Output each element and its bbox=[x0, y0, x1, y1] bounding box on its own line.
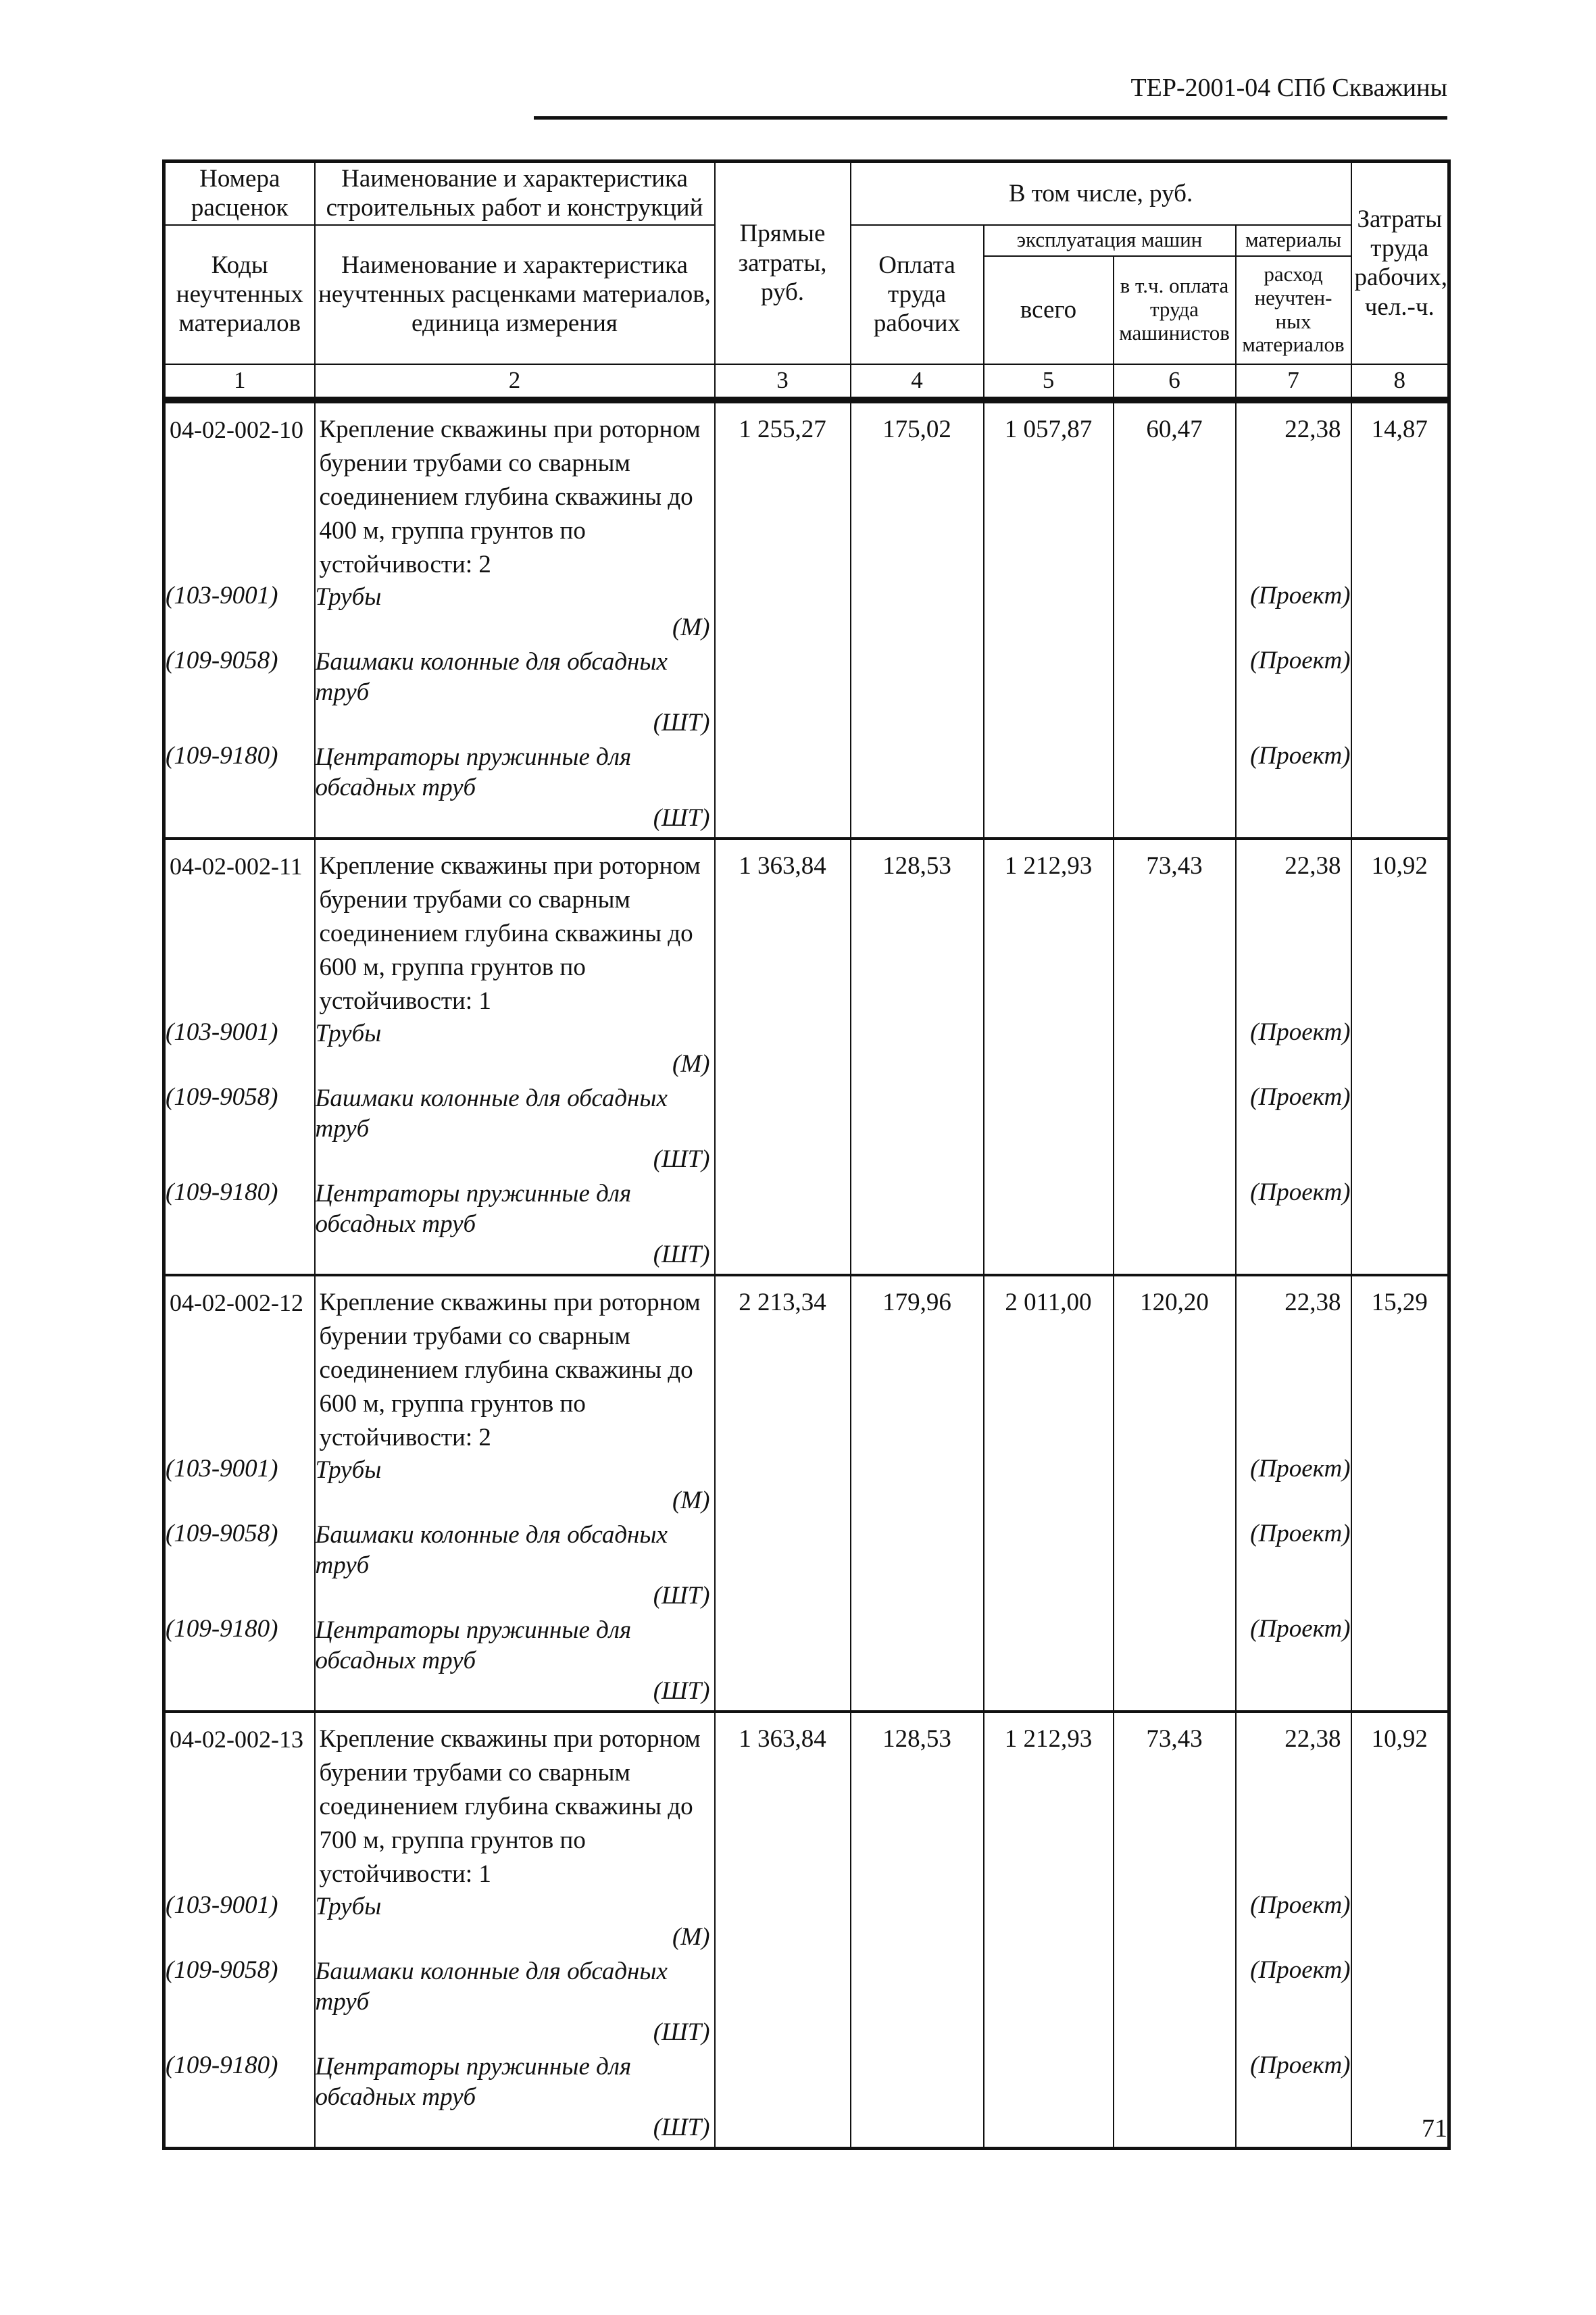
material-row bbox=[164, 1520, 1449, 1615]
col-number: 8 bbox=[1351, 364, 1449, 398]
material-cell bbox=[315, 742, 715, 839]
material-unit: (ШТ) bbox=[653, 1582, 710, 1610]
direct-costs: 2 213,34 bbox=[715, 1275, 851, 1455]
rates-table bbox=[162, 400, 1451, 2150]
material-unit: (ШТ) bbox=[653, 2018, 710, 2046]
material-name: Центраторы пружинные для обсадных труб bbox=[315, 1180, 632, 1238]
material-project: (Проект) bbox=[1236, 1520, 1351, 1615]
material-project: (Проект) bbox=[1236, 1891, 1351, 1956]
document-title: ТЕР-2001-04 СПб Скважины bbox=[1130, 74, 1447, 102]
material-unit: (ШТ) bbox=[653, 1241, 710, 1268]
material-name: Трубы bbox=[315, 583, 382, 611]
material-project: (Проект) bbox=[1236, 647, 1351, 742]
material-row bbox=[164, 1956, 1449, 2051]
machinists-pay: 120,20 bbox=[1114, 1275, 1236, 1455]
labor-pay: 128,53 bbox=[851, 839, 984, 1018]
material-project: (Проект) bbox=[1236, 1956, 1351, 2051]
material-code: (109-9058) bbox=[164, 1083, 315, 1178]
material-unit: (М) bbox=[672, 614, 710, 641]
rate-code: 04-02-002-12 bbox=[164, 1275, 315, 1455]
header-material-name: Наименование и характеристика неучтенных расценками материалов, единица измерения bbox=[315, 225, 715, 364]
rate-title: Крепление скважины при роторном бурении трубами со сварным соединением глубина скважины до 600 м, группа грунтов по устойчивости: 1 bbox=[315, 839, 715, 1018]
header-materials: материалы bbox=[1236, 225, 1351, 256]
machinists-pay: 73,43 bbox=[1114, 839, 1236, 1018]
material-row bbox=[164, 1891, 1449, 1956]
material-unit: (ШТ) bbox=[653, 1145, 710, 1173]
materials-cost: 22,38 bbox=[1236, 1712, 1351, 1891]
labor-pay: 179,96 bbox=[851, 1275, 984, 1455]
header-labor-pay: Оплата труда рабочих bbox=[851, 225, 984, 364]
material-row bbox=[164, 647, 1449, 742]
material-code: (103-9001) bbox=[164, 1018, 315, 1083]
material-code: (109-9058) bbox=[164, 647, 315, 742]
material-code: (109-9180) bbox=[164, 2051, 315, 2149]
header-machines: эксплуатация машин bbox=[984, 225, 1236, 256]
material-code: (109-9180) bbox=[164, 742, 315, 839]
rate-code: 04-02-002-10 bbox=[164, 402, 315, 582]
material-unit: (М) bbox=[672, 1487, 710, 1514]
col-number: 5 bbox=[984, 364, 1114, 398]
col-number: 3 bbox=[715, 364, 851, 398]
table-row bbox=[164, 1275, 1449, 1455]
machines-total: 2 011,00 bbox=[984, 1275, 1114, 1455]
material-cell bbox=[315, 1083, 715, 1178]
labor-hours: 14,87 bbox=[1351, 402, 1449, 582]
material-code: (109-9180) bbox=[164, 1178, 315, 1275]
material-unit: (М) bbox=[672, 1923, 710, 1951]
material-cell bbox=[315, 647, 715, 742]
material-code: (109-9180) bbox=[164, 1615, 315, 1712]
material-code: (109-9058) bbox=[164, 1956, 315, 2051]
machines-total: 1 212,93 bbox=[984, 839, 1114, 1018]
material-cell bbox=[315, 1956, 715, 2051]
material-cell bbox=[315, 1520, 715, 1615]
material-name: Трубы bbox=[315, 1020, 382, 1047]
header-material-codes: Коды неучтенных материалов bbox=[164, 225, 315, 364]
labor-pay: 128,53 bbox=[851, 1712, 984, 1891]
table-row bbox=[164, 402, 1449, 582]
material-project: (Проект) bbox=[1236, 1018, 1351, 1083]
material-project: (Проект) bbox=[1236, 582, 1351, 647]
labor-pay: 175,02 bbox=[851, 402, 984, 582]
material-unit: (ШТ) bbox=[653, 1677, 710, 1705]
material-project: (Проект) bbox=[1236, 1083, 1351, 1178]
col-number: 4 bbox=[851, 364, 984, 398]
material-name: Центраторы пружинные для обсадных труб bbox=[315, 743, 632, 801]
material-code: (103-9001) bbox=[164, 582, 315, 647]
col-number: 2 bbox=[315, 364, 715, 398]
header-rate-numbers: Номера расценок bbox=[164, 161, 315, 225]
material-name: Трубы bbox=[315, 1893, 382, 1920]
labor-hours: 10,92 bbox=[1351, 1712, 1449, 1891]
header-including: В том числе, руб. bbox=[851, 161, 1351, 225]
header-materials-consumption: расход неучтен-ных материалов bbox=[1236, 256, 1351, 364]
material-code: (109-9058) bbox=[164, 1520, 315, 1615]
material-row bbox=[164, 1083, 1449, 1178]
table-row bbox=[164, 1712, 1449, 1891]
material-unit: (ШТ) bbox=[653, 2114, 710, 2141]
material-row bbox=[164, 1018, 1449, 1083]
col-number: 7 bbox=[1236, 364, 1351, 398]
material-code: (103-9001) bbox=[164, 1891, 315, 1956]
rate-title: Крепление скважины при роторном бурении трубами со сварным соединением глубина скважины до 400 м, группа грунтов по устойчивости: 2 bbox=[315, 402, 715, 582]
col-number: 6 bbox=[1114, 364, 1236, 398]
material-row bbox=[164, 742, 1449, 839]
material-project: (Проект) bbox=[1236, 742, 1351, 839]
material-row bbox=[164, 2051, 1449, 2149]
col-number: 1 bbox=[164, 364, 315, 398]
material-code: (103-9001) bbox=[164, 1455, 315, 1520]
labor-hours: 10,92 bbox=[1351, 839, 1449, 1018]
material-cell bbox=[315, 1178, 715, 1275]
rate-code: 04-02-002-13 bbox=[164, 1712, 315, 1891]
material-name: Башмаки колонные для обсадных труб bbox=[315, 648, 668, 706]
material-unit: (М) bbox=[672, 1050, 710, 1078]
material-project: (Проект) bbox=[1236, 1615, 1351, 1712]
materials-cost: 22,38 bbox=[1236, 839, 1351, 1018]
material-unit: (ШТ) bbox=[653, 709, 710, 737]
material-project: (Проект) bbox=[1236, 2051, 1351, 2149]
header-direct-costs: Прямые затраты, руб. bbox=[715, 161, 851, 364]
materials-cost: 22,38 bbox=[1236, 402, 1351, 582]
material-row bbox=[164, 1615, 1449, 1712]
material-name: Башмаки колонные для обсадных труб bbox=[315, 1521, 668, 1579]
material-name: Башмаки колонные для обсадных труб bbox=[315, 1958, 668, 2016]
direct-costs: 1 255,27 bbox=[715, 402, 851, 582]
machines-total: 1 212,93 bbox=[984, 1712, 1114, 1891]
header-machines-total: всего bbox=[984, 256, 1114, 364]
material-row bbox=[164, 1178, 1449, 1275]
page-number: 71 bbox=[1422, 2114, 1447, 2143]
material-cell bbox=[315, 1615, 715, 1712]
header-labor-hours: Затраты труда рабочих, чел.-ч. bbox=[1351, 161, 1449, 364]
material-cell bbox=[315, 2051, 715, 2149]
labor-hours: 15,29 bbox=[1351, 1275, 1449, 1455]
material-unit: (ШТ) bbox=[653, 804, 710, 832]
machines-total: 1 057,87 bbox=[984, 402, 1114, 582]
rate-code: 04-02-002-11 bbox=[164, 839, 315, 1018]
material-name: Трубы bbox=[315, 1456, 382, 1484]
material-project: (Проект) bbox=[1236, 1178, 1351, 1275]
rate-title: Крепление скважины при роторном бурении трубами со сварным соединением глубина скважины до 600 м, группа грунтов по устойчивости: 2 bbox=[315, 1275, 715, 1455]
material-cell bbox=[315, 582, 715, 647]
table-row bbox=[164, 839, 1449, 1018]
material-cell bbox=[315, 1891, 715, 1956]
table-header bbox=[162, 159, 1451, 400]
material-cell bbox=[315, 1455, 715, 1520]
direct-costs: 1 363,84 bbox=[715, 839, 851, 1018]
material-name: Башмаки колонные для обсадных труб bbox=[315, 1085, 668, 1143]
material-project: (Проект) bbox=[1236, 1455, 1351, 1520]
header-machinists-pay: в т.ч. оплата труда машинистов bbox=[1114, 256, 1236, 364]
material-row bbox=[164, 1455, 1449, 1520]
header-rule bbox=[534, 116, 1447, 120]
material-cell bbox=[315, 1018, 715, 1083]
materials-cost: 22,38 bbox=[1236, 1275, 1351, 1455]
direct-costs: 1 363,84 bbox=[715, 1712, 851, 1891]
material-row bbox=[164, 582, 1449, 647]
machinists-pay: 73,43 bbox=[1114, 1712, 1236, 1891]
material-name: Центраторы пружинные для обсадных труб bbox=[315, 2053, 632, 2111]
material-name: Центраторы пружинные для обсадных труб bbox=[315, 1616, 632, 1674]
machinists-pay: 60,47 bbox=[1114, 402, 1236, 582]
rate-title: Крепление скважины при роторном бурении трубами со сварным соединением глубина скважины до 700 м, группа грунтов по устойчивости: 1 bbox=[315, 1712, 715, 1891]
header-work-name: Наименование и характеристика строительных работ и конструкций bbox=[315, 161, 715, 225]
